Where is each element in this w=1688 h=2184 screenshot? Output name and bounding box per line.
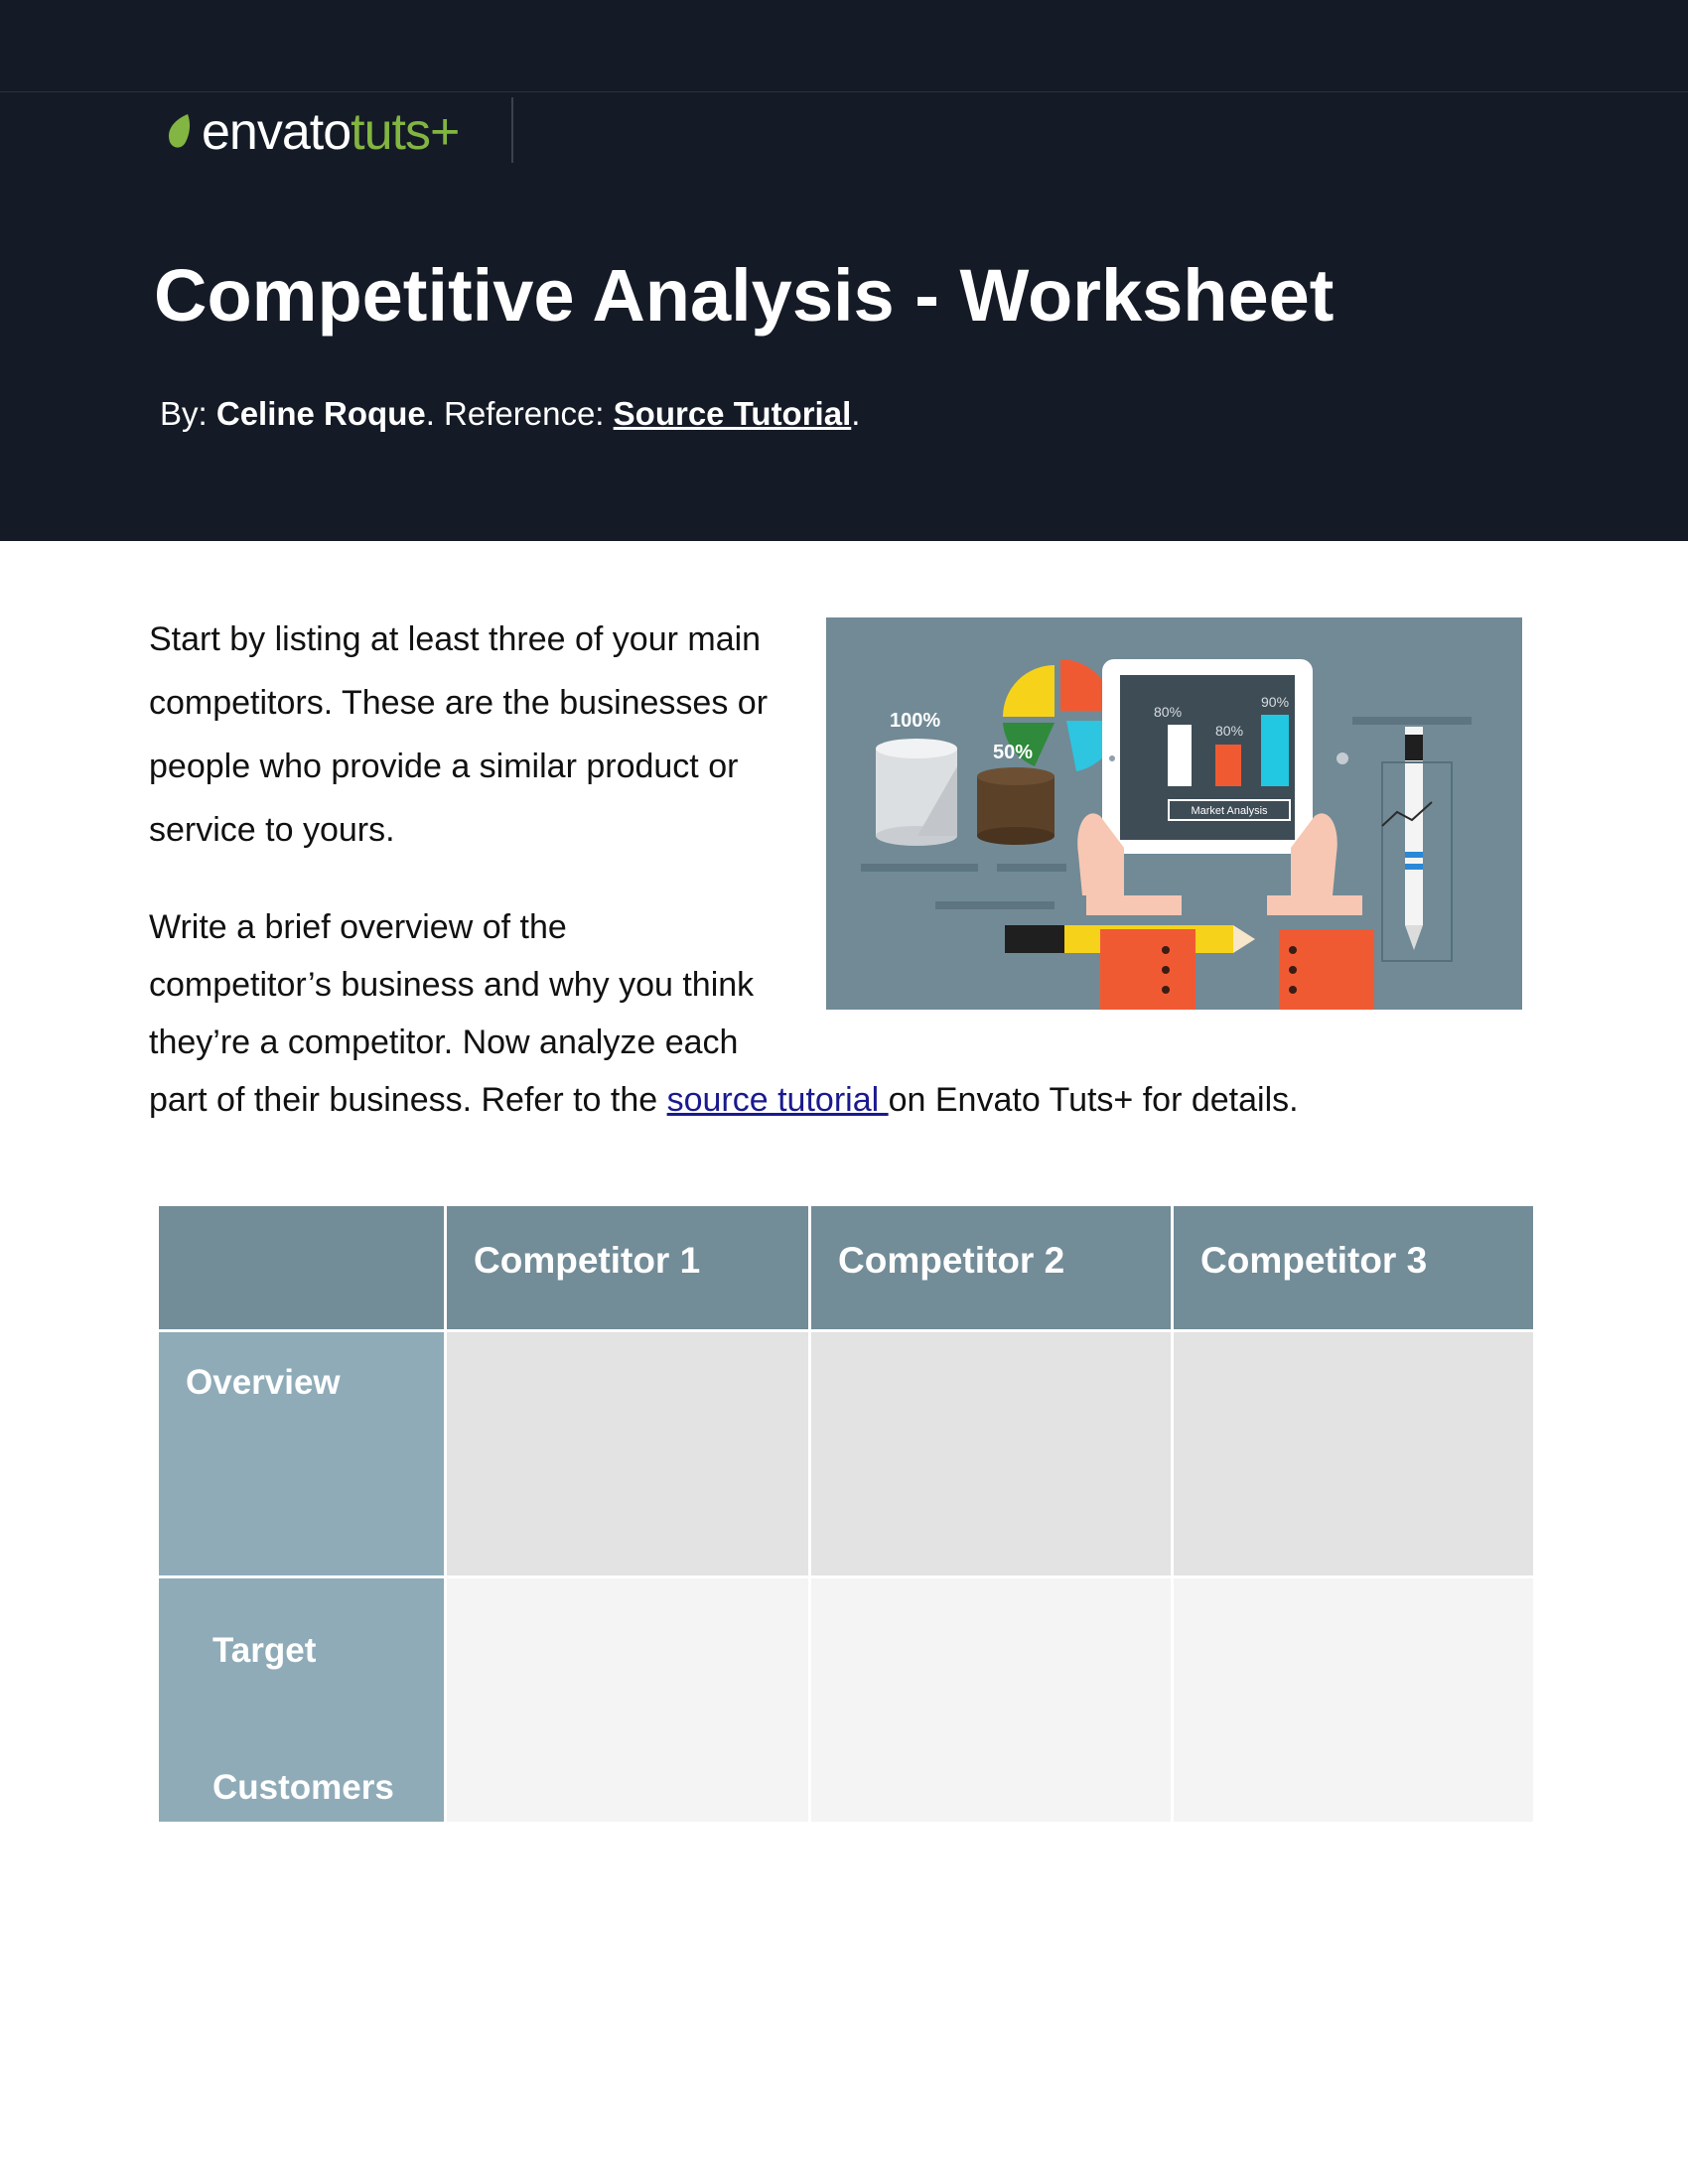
paragraph-line: Write a brief overview of the	[149, 908, 567, 946]
source-tutorial-inline-link[interactable]: source tutorial	[666, 1081, 889, 1119]
logo-word-envato: envato	[202, 102, 352, 161]
label-100: 100%	[890, 710, 941, 732]
table-row-target-customers	[158, 1577, 1535, 1824]
table-header-row	[158, 1205, 1535, 1331]
paragraph-text: on Envato Tuts+ for details.	[888, 1081, 1299, 1119]
paragraph-line: competitor’s business and why you think	[149, 966, 755, 1004]
bar-label: 80%	[1154, 704, 1183, 720]
row-label-overview: Overview	[158, 1331, 446, 1577]
tablet-caption: Market Analysis	[1191, 805, 1268, 817]
byline	[160, 395, 860, 433]
row-label-target-customers: Target Customers	[158, 1577, 446, 1824]
column-header-competitor-1: Competitor 1	[446, 1205, 810, 1331]
column-header-competitor-2: Competitor 2	[810, 1205, 1173, 1331]
bar-label: 80%	[1215, 723, 1244, 739]
header-banner	[0, 0, 1688, 541]
source-tutorial-link[interactable]: Source Tutorial	[613, 395, 852, 432]
envato-leaf-icon	[164, 112, 198, 152]
overview-cell-competitor-1[interactable]	[446, 1331, 810, 1577]
corner-cell	[158, 1205, 446, 1331]
author-name: Celine Roque	[215, 395, 426, 432]
label-50: 50%	[993, 742, 1034, 763]
envato-tuts-logo[interactable]	[164, 99, 459, 164]
paragraph-line: they’re a competitor. Now analyze each	[149, 1024, 739, 1061]
byline-end: .	[851, 395, 861, 432]
market-analysis-illustration	[826, 617, 1522, 1010]
paragraph-text: part of their business. Refer to the	[149, 1081, 667, 1119]
table-row-overview	[158, 1331, 1535, 1577]
target-customers-cell-competitor-1[interactable]	[446, 1577, 810, 1824]
overview-cell-competitor-2[interactable]	[810, 1331, 1173, 1577]
competitor-table	[156, 1203, 1536, 1825]
header-divider	[0, 91, 1688, 92]
reference-label: . Reference:	[425, 395, 614, 432]
target-customers-cell-competitor-3[interactable]	[1173, 1577, 1535, 1824]
logo-word-tuts: tuts+	[351, 102, 460, 161]
byline-label: By:	[160, 395, 216, 432]
intro-paragraph-1: Start by listing at least three of your main competitors. These are the businesses or people who provide a similar product or service to yours.	[149, 620, 769, 849]
overview-cell-competitor-3[interactable]	[1173, 1331, 1535, 1577]
target-customers-cell-competitor-2[interactable]	[810, 1577, 1173, 1824]
bar-label: 90%	[1261, 694, 1290, 710]
logo-divider	[511, 97, 513, 163]
column-header-competitor-3: Competitor 3	[1173, 1205, 1535, 1331]
paragraph-line	[149, 1071, 1390, 1129]
page-title: Competitive Analysis - Worksheet	[154, 254, 1335, 337]
